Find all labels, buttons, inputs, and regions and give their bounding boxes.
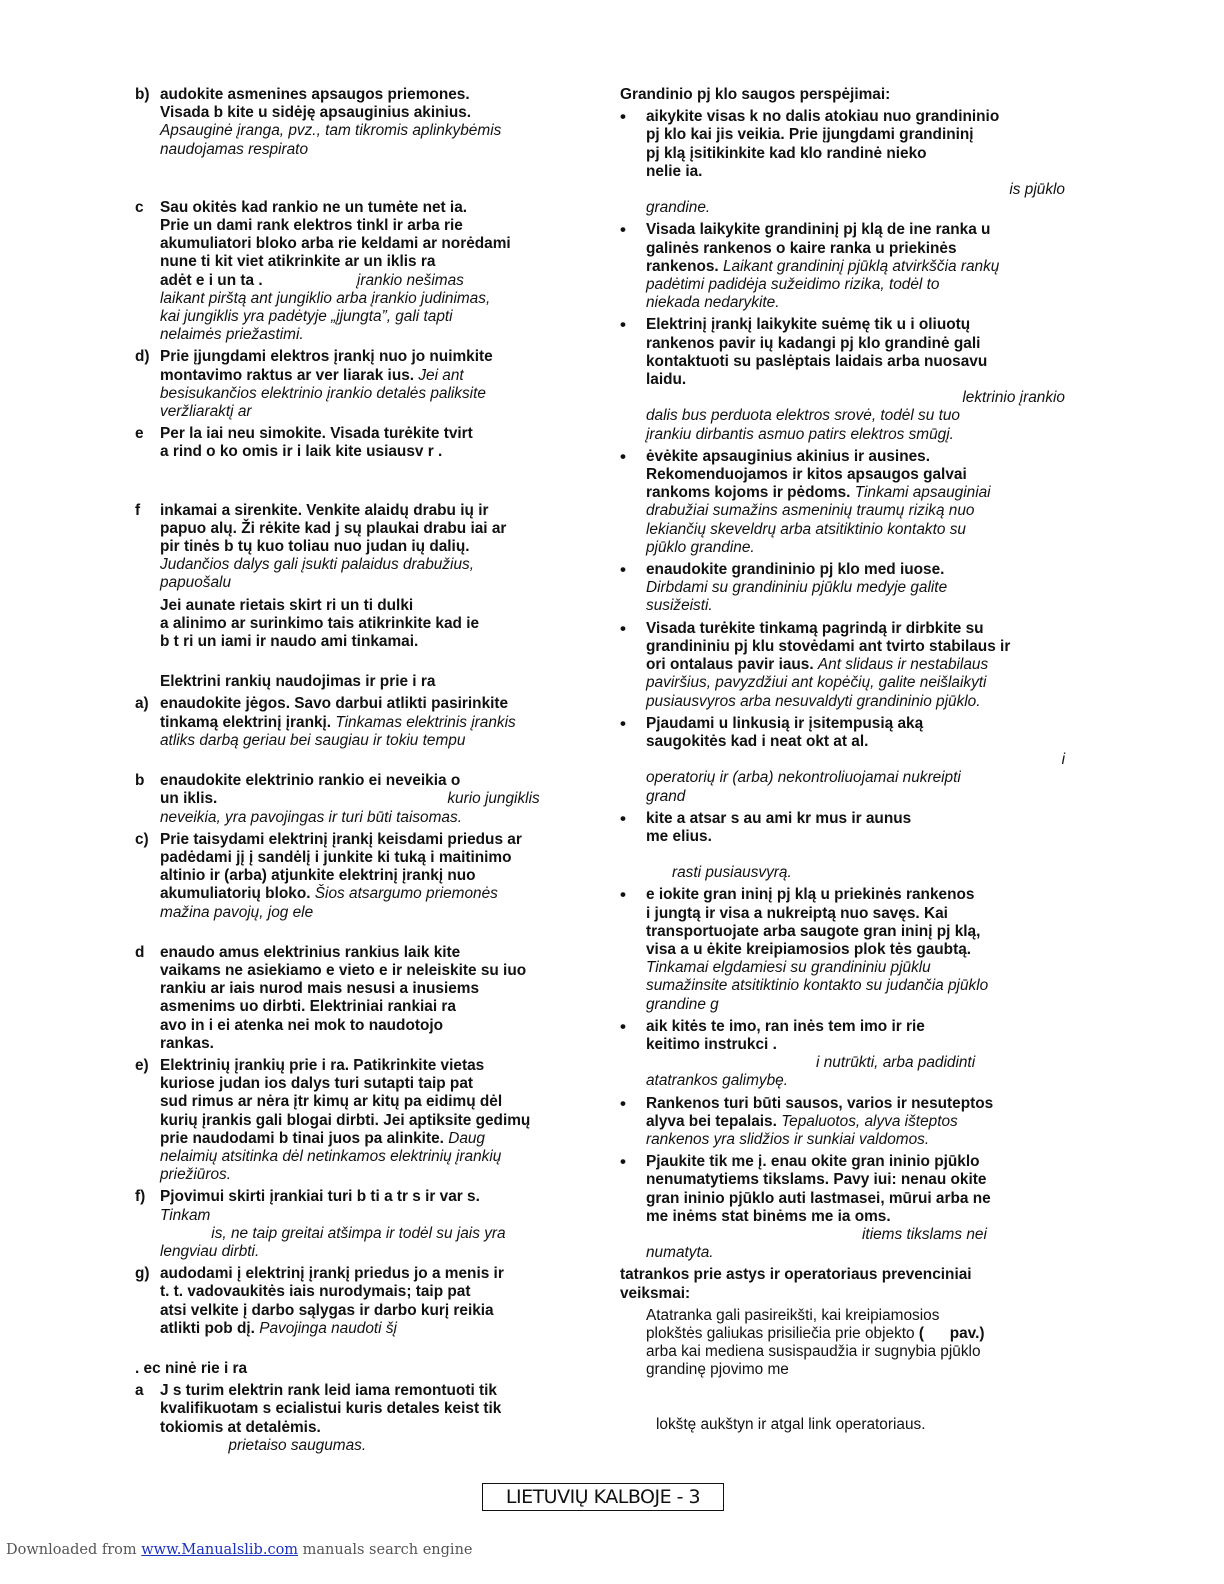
text-line: Visada turėkite tinkamą pagrindą ir dirbkite su [646,619,984,637]
text-segment: alyva bei tepalais. [646,1112,777,1130]
text-line: J s turim elektrin rank leid iama remontuoti tik [160,1382,497,1400]
text-line: grand [646,787,686,805]
text-line: Visada laikykite grandininį pj klą de ine ranka u [646,221,991,239]
text-segment: Laikant grandininį pjūklą atvirkščia rankų [723,257,1000,275]
bullet-item-8 [620,810,1080,883]
text-line: kontaktuoti su paslėptais laidais arba nuosavu [646,352,988,370]
text-line: Rankenos turi būti sausos, varios ir nesuteptos [646,1094,994,1112]
text-line: Pjaudami u linkusią ir įsitempusią aką [646,714,924,732]
text-line: avo in i ei atenka nei mok to naudotojo [160,1016,444,1034]
text-line: Rekomenduojamos ir kitos apsaugos galvai [646,466,967,484]
text-segment: Tepaluotos, alyva išteptos [781,1112,958,1130]
item-label: c [135,198,144,216]
text-line: Dirbdami su grandininiu pjūklu medyje galite [646,579,948,597]
chainsaw-safety-heading: Grandinio pj klo saugos perspėjimai: [620,86,891,103]
bullet-item-11 [620,1095,1080,1150]
bullet-icon: • [620,446,626,466]
text-line: besisukančios elektrinio įrankio detalės paliksite [160,384,486,402]
left-column [135,86,597,1459]
text-line: Tinkam [160,1206,211,1224]
text-line: altinio ir (arba) atjunkite elektrinį įrankį nuo [160,867,476,885]
text-line: naudojamas respirato [160,140,309,158]
text-line: Sau okitės kad rankio ne un tumėte net ia. [160,198,468,216]
item-label: b) [135,86,150,103]
text-line: nelie ia. [646,162,703,180]
text-segment: un iklis. [160,790,218,808]
bullet-icon: • [620,220,626,240]
text-line: paviršius, pavyzdžiui ant kopėčių, galite neišlaikyti [646,674,987,692]
text-line: me inėms stat binėms me ia oms. [646,1207,891,1225]
text-line: transportuojate arba saugote gran ininį pj klą, [646,922,981,940]
text-line: priežiūros. [160,1166,231,1184]
item-4e [135,1057,597,1184]
text-line: enaudokite elektrinio rankio ei neveikia o [160,772,461,790]
text-line: saugokitės kad i neat okt at al. [646,732,869,750]
bullet-item-7 [620,715,1080,806]
download-suffix: manuals search engine [298,1542,473,1558]
text-line: a rind o ko omis ir i laik kite usiausv r . [160,443,443,461]
item-g [135,597,597,670]
item-label: c) [135,830,149,848]
text-segment: montavimo raktus ar ver liarak ius. [160,366,415,384]
item-4a [135,695,597,768]
text-line: Tinkamai elgdamiesi su grandininiu pjūklu [646,959,931,977]
bullet-icon: • [620,315,626,335]
text-line: grandinę pjovimo me [646,1361,789,1379]
text-line: atliks darbą geriau bei saugiau ir tokiu tempu [160,731,466,749]
text-line: padėdami jį į sandėlį i junkite ki tuką i maitinimo [160,848,512,866]
text-segment: plokštės galiukas prisiliečia prie objekto [646,1325,919,1342]
text-line: tokiomis at detalėmis. [160,1418,321,1436]
text-line: enaudokite jėgos. Savo darbui atlikti pasirinkite [160,695,509,713]
bullet-item-2 [620,221,1080,312]
text-segment: Pavojinga naudoti šį [259,1319,397,1337]
text-line: i [1061,751,1065,769]
bullet-icon: • [620,885,626,905]
item-e [135,425,597,497]
text-line: i nutrūkti, arba padidinti [816,1054,976,1072]
text-line: dalis bus perduota elektros srovė, todėl su tuo [646,407,960,425]
bullet-icon: • [620,1093,626,1113]
bullet-item-9 [620,886,1080,1013]
text-line: arba kai mediena susispaudžia ir sugnybia pjūklo [646,1343,981,1361]
text-segment: akumuliatorių bloko. [160,885,311,903]
text-line: kurių įrankis gali blogai dirbti. Jei aptiksite gedimų [160,1111,531,1129]
item-d [135,348,597,421]
text-line: kuriose judan ios dalys turi sutapti taip pat [160,1075,473,1093]
text-line: papuo alų. Ži rėkite kad j sų plaukai drabu iai ar [160,519,507,537]
text-line: enaudo amus elektrinius rankius laik kite [160,943,461,961]
text-segment: atlikti pob dį. [160,1319,255,1337]
text-line: audokite asmenines apsaugos priemones. [160,86,470,103]
text-line: grandine. [646,199,711,217]
item-label: e [135,425,144,443]
text-line: keitimo instrukci . [646,1035,777,1053]
text-line: pj klo kai jis veikia. Prie įjungdami grandininį [646,126,974,144]
text-line: laidu. [646,371,687,389]
text-segment: Tinkami apsauginiai [854,484,991,502]
text-line: kite a atsar s au ami kr mus ir aunus [646,809,912,827]
item-label: a [135,1382,144,1400]
text-line: atatrankos galimybę. [646,1072,789,1090]
text-line: Prie un dami rank elektros tinkl ir arba rie [160,217,463,235]
text-line: padėtimi padidėja sužeidimo rizika, todėl to [646,276,940,294]
item-4c [135,831,597,940]
item-label: b [135,772,145,790]
manualslib-link[interactable]: www.Manualslib.com [141,1542,299,1558]
item-b [135,86,597,195]
text-segment: tinkamą elektrinį įrankį. [160,713,332,731]
text-line: audodami į elektrinį įrankį priedus jo a menis ir [160,1265,504,1283]
text-line: rankenos yra slidžios ir sunkiai valdomos. [646,1130,930,1148]
text-line: sumažinsite atsitiktinio kontakto su judančia pjūklo [646,977,989,995]
text-line: Pjovimui skirti įrankiai turi b ti a tr s ir var s. [160,1188,480,1206]
text-segment: Ant slidaus ir nestabilaus [817,656,989,674]
text-line: nenumatytiems tikslams. Pavy iui: nenau okite [646,1171,987,1189]
text-line: visa a u ėkite kreipiamosios plok tės gaubtą. [646,940,972,958]
text-line: asmenims uo dirbti. Elektriniai rankiai ra [160,998,456,1016]
item-5a [135,1382,597,1455]
bullet-item-3 [620,316,1080,443]
text-segment: prie naudodami b tinai juos pa alinkite. [160,1129,444,1147]
text-segment: adėt e i un ta . [160,271,267,289]
text-line: kai jungiklis yra padėtyje „įjungta”, gali tapti [160,308,453,326]
item-4d [135,944,597,1053]
text-line: pusiausvyros arba nesuvaldyti grandininio pjūklo. [646,692,981,710]
text-line: Prie įjungdami elektros įrankį nuo jo nuimkite [160,348,493,366]
text-line: Jei aunate rietais skirt ri un ti dulki [160,596,414,614]
item-label: a) [135,695,149,713]
text-segment: ( pav.) [918,1325,985,1342]
bullet-item-5 [620,561,1080,616]
text-line: Elektrinį įrankį laikykite suėmę tik u i oliuotų [646,316,971,334]
item-label: f [135,501,141,519]
kickback-paragraph [620,1307,1080,1434]
section-heading-5: . ec ninė rie i ra [135,1359,248,1377]
text-line: laikant pirštą ant jungiklio arba įrankio judinimas, [160,289,491,307]
text-line: Atatranka gali pasireikšti, kai kreipiamosios [646,1306,940,1324]
text-line: gran ininio pjūklo auti lastmasei, mūrui arba ne [646,1189,991,1207]
bullet-icon: • [620,713,626,733]
bullet-icon: • [620,107,626,127]
text-line: grandininiu pj klu stovėdami ant tvirto stabilaus ir [646,637,1011,655]
item-f [135,502,597,593]
text-line: nelaimių atsitinka dėl netinkamos elektrinių įrankių [160,1147,502,1165]
text-line: mažina pavojų, jog ele [160,903,314,921]
text-line: akumuliatori bloko arba rie keldami ar norėdami [160,235,511,253]
item-label: d) [135,348,150,366]
bullet-icon: • [620,560,626,580]
text-line: itiems tikslams nei [862,1225,987,1243]
text-segment: Jei ant [418,366,464,384]
text-line: papuošalu [160,574,232,592]
text-line: lokštę aukštyn ir atgal link operatoriaus. [656,1415,926,1433]
text-line: tatrankos prie astys ir operatoriaus prevenciniai [620,1266,972,1284]
text-line: Visada b kite u sidėję apsauginius akinius. [160,104,472,122]
text-line: aik kitės te imo, ran inės tem imo ir rie [646,1017,925,1035]
item-4g [135,1265,597,1356]
text-segment: rankenos. [646,257,719,275]
text-line: b t ri un iami ir naudo ami tinkamai. [160,633,419,651]
bullet-icon: • [620,1152,626,1172]
text-line: kvalifikuotam s ecialistui kuris detales keist tik [160,1400,502,1418]
download-prefix: Downloaded from [6,1542,142,1558]
text-line: inkamai a sirenkite. Venkite alaidų drabu ių ir [160,501,489,519]
item-4b [135,772,597,827]
text-line: nelaimės priežastimi. [160,326,304,344]
text-line: aikykite visas k no dalis atokiau nuo grandininio [646,108,1000,126]
bullet-item-4 [620,448,1080,557]
text-segment: rankoms kojoms ir pėdoms. [646,484,851,502]
text-segment: Tinkamas elektrinis įrankis [335,713,516,731]
text-segment: įrankio nešimas [356,271,464,289]
text-line: Per la iai neu simokite. Visada turėkite tvirt [160,425,473,443]
item-label: g) [135,1265,150,1283]
text-line: is, ne taip greitai atšimpa ir todėl su jais yra [160,1224,506,1242]
text-line: drabužiai sumažins asmeninių traumų riziką nuo [646,502,975,520]
text-line: prietaiso saugumas. [160,1436,367,1454]
download-credit [6,1542,473,1558]
item-label: d [135,943,145,961]
text-line: rankas. [160,1034,214,1052]
text-line: nune ti kit viet atikrinkite ar un iklis ra [160,253,436,271]
text-line: t. t. vadovaukitės iais nurodymais; taip pat [160,1283,471,1301]
text-segment: ori ontalaus pavir iaus. [646,656,814,674]
text-line: veiksmai: [620,1284,691,1302]
text-line: me elius. [646,827,712,845]
text-line: grandine g [646,995,719,1013]
text-line: a alinimo ar surinkimo tais atikrinkite kad ie [160,614,480,632]
text-line: susižeisti. [646,597,713,615]
text-line: įrankiu dirbantis asmuo patirs elektros smūgį. [646,425,954,443]
text-line: lengviau dirbti. [160,1242,260,1260]
right-column [620,86,1080,1438]
text-line: atsi velkite į darbo sąlygas ir darbo kurį reikia [160,1301,494,1319]
text-line: rasti pusiausvyrą. [672,864,792,882]
section-heading-4: Elektrini rankių naudojimas ir prie i ra [160,673,436,691]
text-line: ėvėkite apsauginius akinius ir ausines. [646,447,930,465]
text-line: vaikams ne asiekiamo e vieto e ir neleiskite su iuo [160,961,527,979]
text-line: Pjaukite tik me į. enau okite gran ininio pjūklo [646,1153,980,1171]
kickback-heading [620,1266,1080,1302]
text-line: galinės rankenos o kaire ranka u priekinės [646,239,957,257]
bullet-item-12 [620,1153,1080,1262]
bullet-icon: • [620,1016,626,1036]
text-line: pj klą įsitikinkite kad klo randinė nieko [646,144,927,162]
item-label: f) [135,1188,146,1206]
bullet-icon: • [620,808,626,828]
text-line: Judančios dalys gali įsukti palaidus drabužius, [160,556,474,574]
text-line: neveikia, yra pavojingas ir turi būti taisomas. [160,808,462,826]
text-line: sud rimus ar nėra įtr kimų ar kitų pa eidimų dėl [160,1093,503,1111]
text-segment: kurio jungiklis [447,790,540,808]
text-line: Prie taisydami elektrinį įrankį keisdami priedus ar [160,830,522,848]
text-line: Apsauginė įranga, pvz., tam tikromis aplinkybėmis [160,122,502,140]
bullet-icon: • [620,618,626,638]
text-line: lektrinio įrankio [962,389,1065,407]
text-line: niekada nedarykite. [646,294,780,312]
text-line: Elektrinių įrankių prie i ra. Patikrinkite vietas [160,1056,485,1074]
text-line: lekiančių skeveldrų arba atsitiktinio kontakto su [646,520,966,538]
text-line: rankenos pavir ių kadangi pj klo grandinė gali [646,334,981,352]
page-label: LIETUVIŲ KALBOJE - 3 [482,1483,724,1511]
item-4f [135,1188,597,1261]
text-line: pjūklo grandine. [646,538,755,556]
item-label: e) [135,1056,149,1074]
text-line: is pjūklo [1009,181,1065,199]
item-c [135,199,597,345]
bullet-item-1 [620,108,1080,217]
text-line: pir tinės b tų kuo toliau nuo judan ių dalių. [160,538,470,556]
text-line: i jungtą ir visa a nukreiptą nuo savęs. Kai [646,904,948,922]
bullet-item-10 [620,1018,1080,1091]
text-line: enaudokite grandininio pj klo med iuose. [646,561,945,579]
text-line: numatyta. [646,1244,714,1262]
bullet-item-6 [620,620,1080,711]
text-segment: Daug [448,1129,485,1147]
text-line: rankiu ar iais nurod mais nesusi a inusiems [160,980,480,998]
text-line: veržliaraktį ar [160,403,252,421]
text-line: e iokite gran ininį pj klą u priekinės rankenos [646,886,975,904]
text-segment: Šios atsargumo priemonės [314,885,498,903]
text-line: operatorių ir (arba) nekontroliuojamai nukreipti [646,769,961,787]
